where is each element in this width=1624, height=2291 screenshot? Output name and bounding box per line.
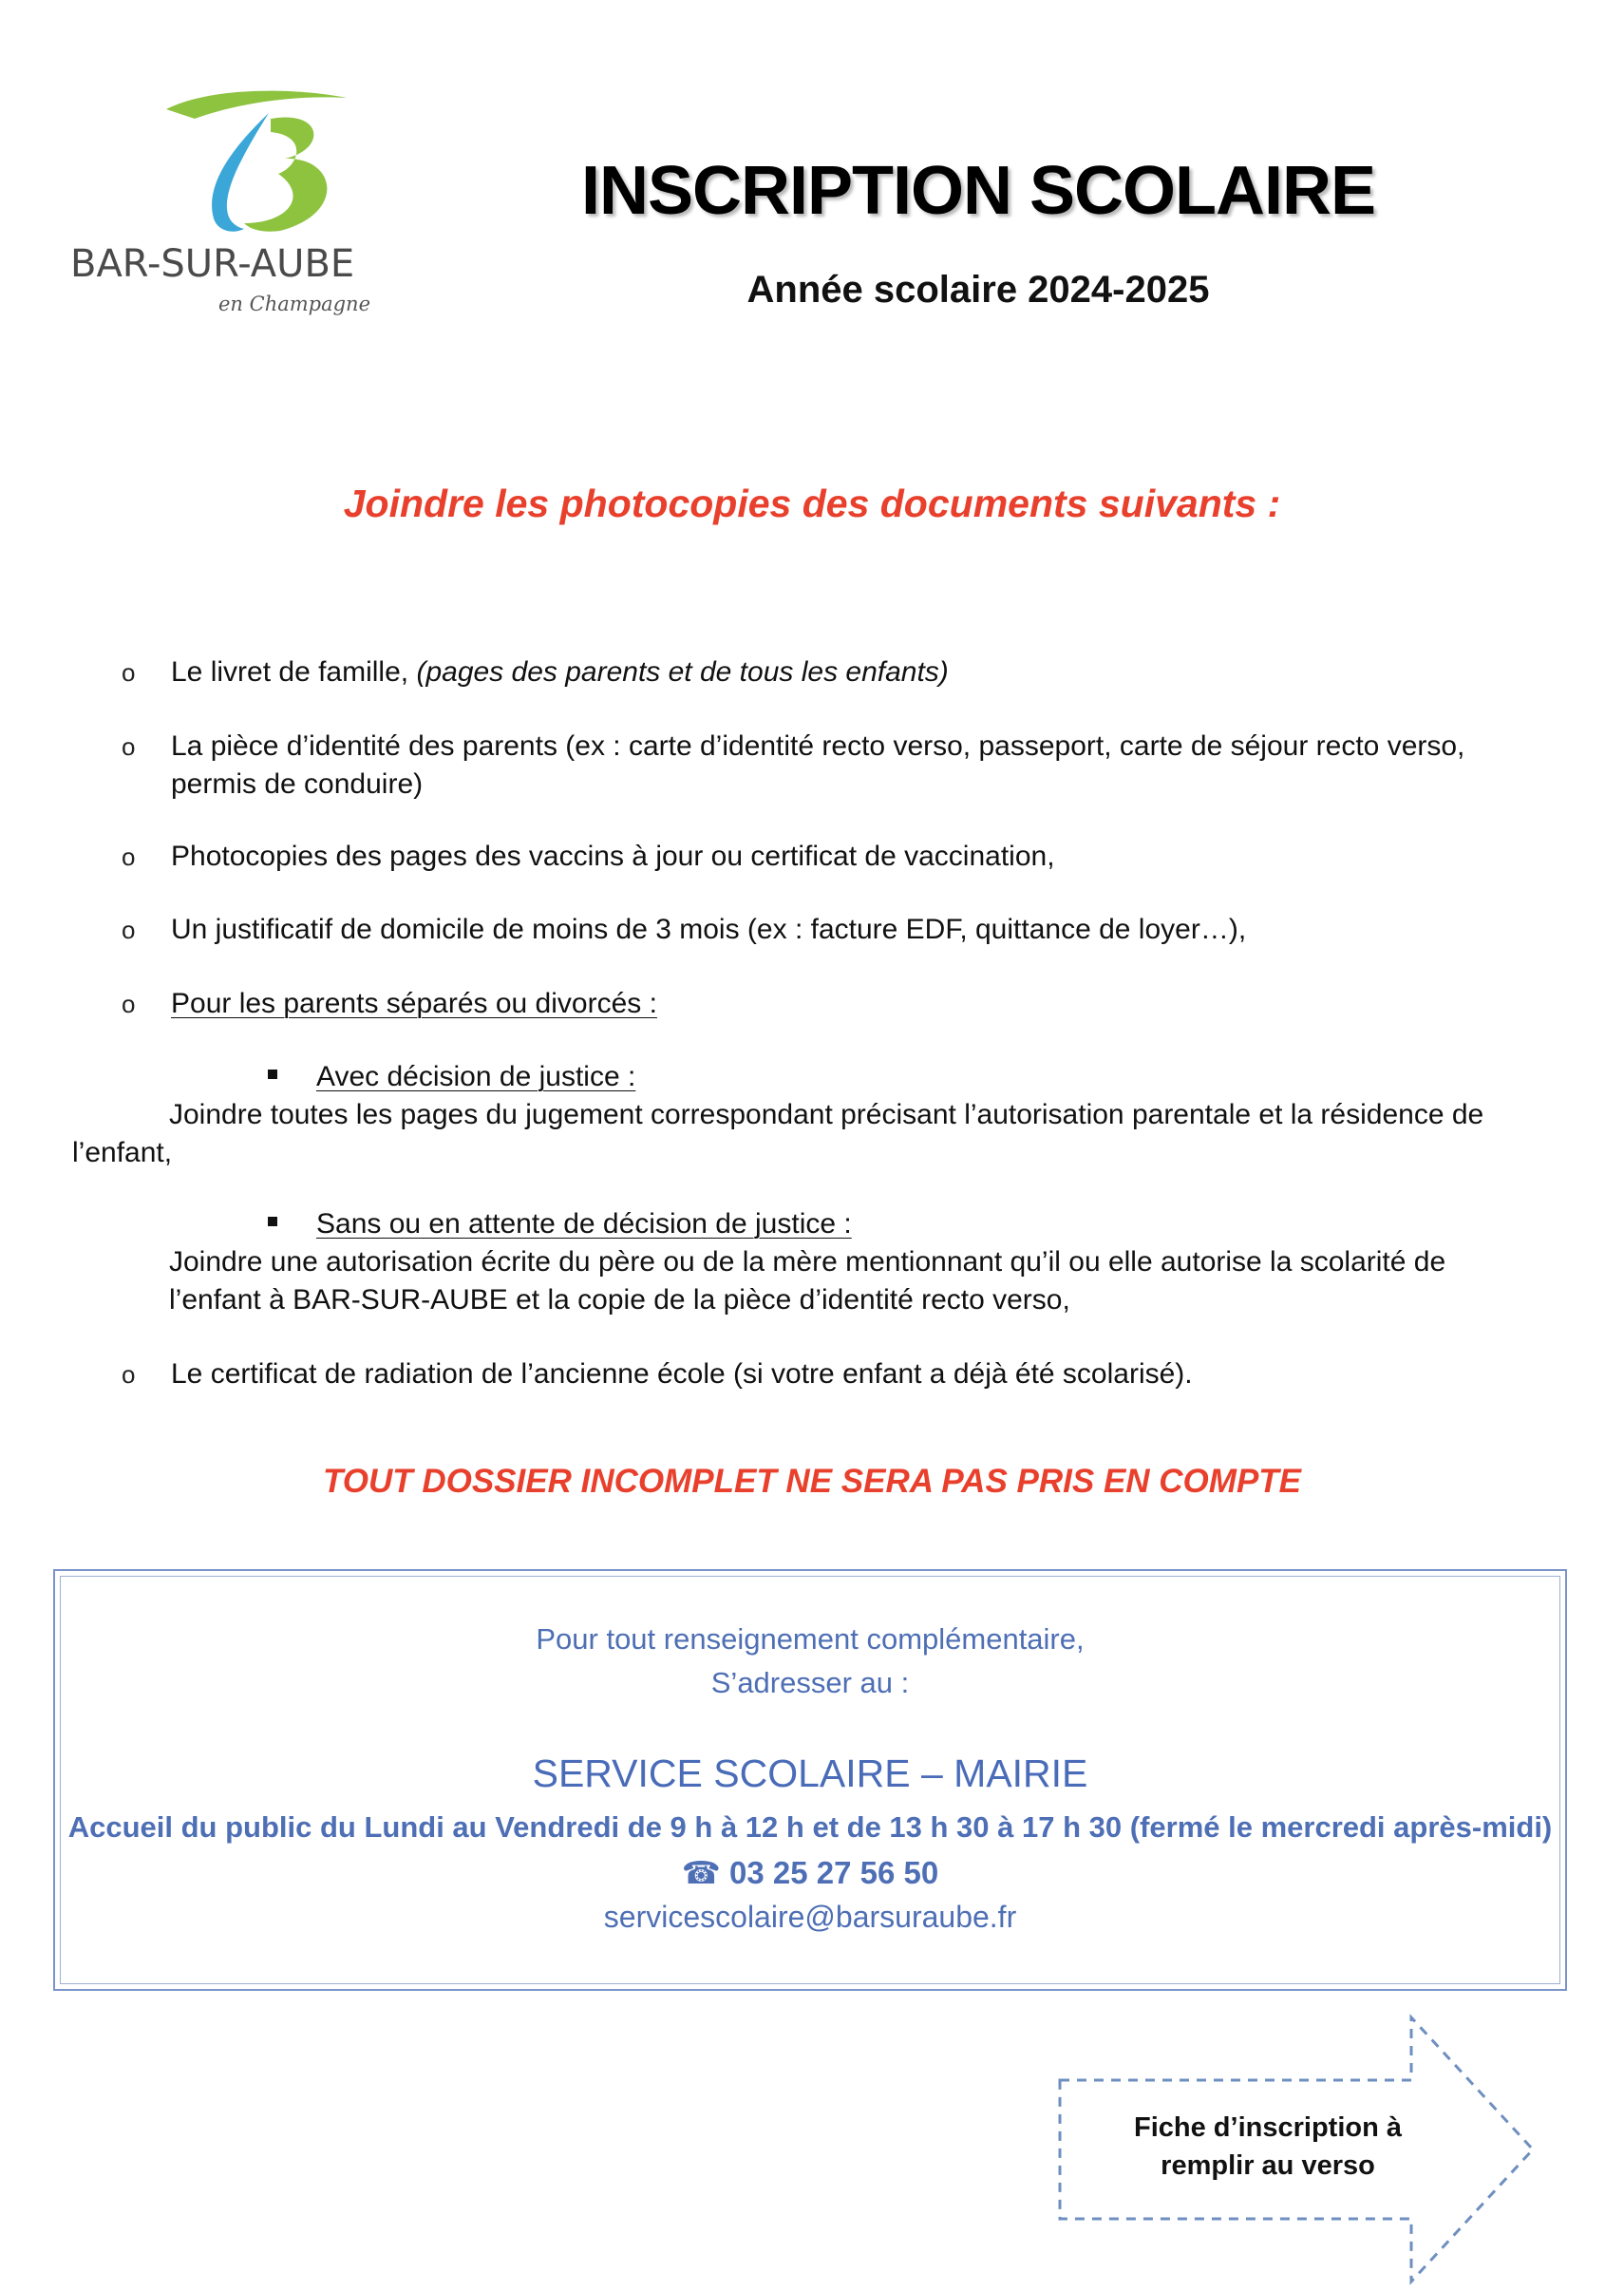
logo-subtitle: en Champagne [218, 293, 371, 315]
sub-item-heading: Avec décision de justice : [316, 1061, 636, 1092]
circle-bullet-icon: o [122, 732, 136, 761]
list-item-line: La pièce d’identité des parents (ex : carte d’identité recto verso, passeport, carte de séjour recto verso, [171, 730, 1465, 762]
square-bullet-icon [268, 1070, 277, 1079]
school-year: Année scolaire 2024-2025 [746, 269, 1210, 311]
contact-box [53, 1569, 1567, 1991]
email-link[interactable]: servicescolaire@barsuraube.fr [603, 1900, 1017, 1934]
circle-bullet-icon: o [122, 843, 136, 871]
verso-note-line: Fiche d’inscription à [1134, 2112, 1402, 2143]
warning-text: TOUT DOSSIER INCOMPLET NE SERA PAS PRIS EN COMPTE [322, 1463, 1302, 1500]
verso-note [1073, 2109, 1463, 2185]
list-item-text: Pour les parents séparés ou divorcés : [171, 988, 657, 1019]
sub-item-line: l’enfant, [72, 1137, 173, 1168]
square-bullet-icon [268, 1217, 277, 1226]
sub-item-heading: Sans ou en attente de décision de justice : [316, 1208, 852, 1240]
contact-intro: Pour tout renseignement complémentaire, [536, 1622, 1085, 1656]
sub-item-line: Joindre toutes les pages du jugement correspondant précisant l’autorisation parentale et la résidence de [169, 1099, 1484, 1130]
circle-bullet-icon: o [122, 916, 136, 944]
logo-name: BAR-SUR-AUBE [70, 242, 355, 286]
instruction-heading: Joindre les photocopies des documents suivants : [343, 482, 1281, 525]
phone-number [55, 1854, 1565, 1891]
contact-intro: S’adresser au : [710, 1666, 910, 1699]
sub-item-line: Joindre une autorisation écrite du père ou de la mère mentionnant qu’il ou elle autorise la scolarité de [169, 1246, 1446, 1278]
list-item-text: Le livret de famille, [171, 656, 417, 688]
verso-note-line: remplir au verso [1161, 2150, 1375, 2181]
opening-hours: Accueil du public du Lundi au Vendredi de 9 h à 12 h et de 13 h 30 à 17 h 30 (fermé le mercredi après-midi) [67, 1810, 1553, 1844]
sub-item-line: l’enfant à BAR-SUR-AUBE et la copie de la pièce d’identité recto verso, [169, 1284, 1070, 1316]
list-item [171, 985, 1529, 1023]
list-item [171, 728, 1529, 804]
phone-value: 03 25 27 56 50 [729, 1855, 939, 1890]
phone-icon: ☎ [681, 1855, 721, 1890]
list-item-note: (pages des parents et de tous les enfants) [416, 656, 949, 688]
circle-bullet-icon: o [122, 1360, 136, 1389]
list-item: Photocopies des pages des vaccins à jour ou certificat de vaccination, [171, 841, 1055, 872]
list-item: Un justificatif de domicile de moins de 3 mois (ex : facture EDF, quittance de loyer…), [171, 914, 1247, 945]
circle-bullet-icon: o [122, 658, 136, 687]
list-item-line: permis de conduire) [171, 768, 424, 800]
list-item [171, 653, 1529, 691]
page-title: INSCRIPTION SCOLAIRE [580, 153, 1376, 229]
list-item: Le certificat de radiation de l’ancienne école (si votre enfant a déjà été scolarisé). [171, 1358, 1193, 1390]
service-name: SERVICE SCOLAIRE – MAIRIE [532, 1751, 1088, 1795]
logo [66, 90, 389, 337]
logo-b-emblem-icon [157, 90, 375, 242]
circle-bullet-icon: o [122, 990, 136, 1018]
